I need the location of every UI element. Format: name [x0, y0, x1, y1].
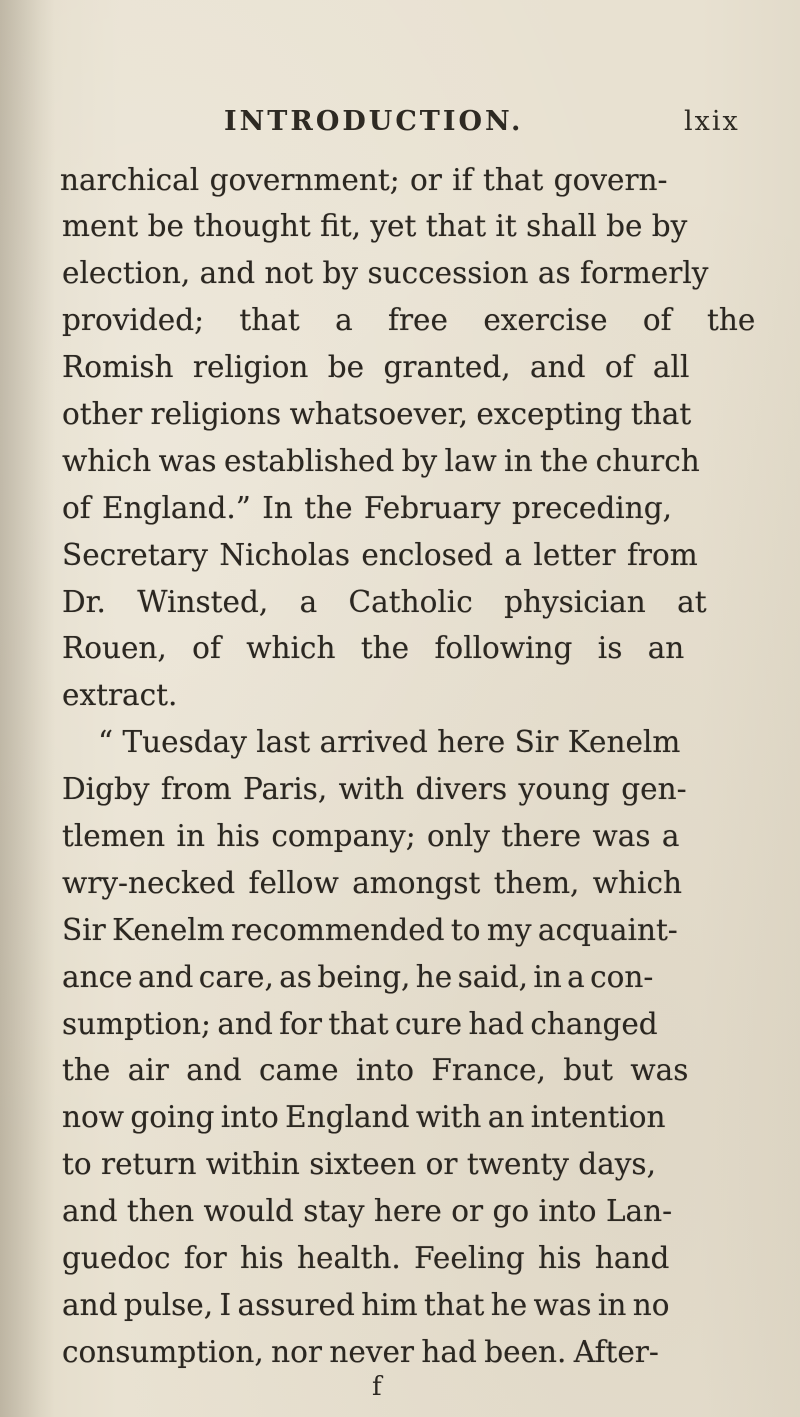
text-line: Dr. Winsted, a Catholic physician at	[62, 585, 707, 619]
text-line: Secretary Nicholas enclosed a letter from	[62, 538, 698, 572]
text-line: narchical government; or if that govern-	[60, 163, 668, 197]
text-line: sumption; and for that cure had changed	[62, 1007, 658, 1041]
text-line: guedoc for his health. Feeling his hand	[62, 1241, 670, 1275]
text-line: extract.	[62, 678, 178, 712]
text-line: the air and came into France, but was	[62, 1053, 689, 1087]
text-line: Romish religion be granted, and of all	[62, 350, 690, 384]
text-line: and pulse, I assured him that he was in no	[62, 1288, 670, 1322]
text-line: Sir Kenelm recommended to my acquaint-	[62, 913, 678, 947]
text-line: wry-necked fellow amongst them, which	[62, 866, 683, 900]
page-number: lxix	[684, 106, 740, 137]
text-line: “ Tuesday last arrived here Sir Kenelm	[98, 725, 681, 759]
running-head-title: INTRODUCTION.	[224, 106, 524, 137]
text-line: tlemen in his company; only there was a	[62, 819, 680, 853]
signature-mark: f	[372, 1372, 382, 1402]
text-line: other religions whatsoever, excepting that	[62, 397, 692, 431]
text-line: of England.” In the February preceding,	[62, 491, 672, 525]
text-line: Digby from Paris, with divers young gen-	[62, 772, 687, 806]
text-line: which was established by law in the church	[62, 444, 700, 478]
text-line: now going into England with an intention	[62, 1100, 666, 1134]
text-line: consumption, nor never had been. After-	[62, 1335, 659, 1369]
text-line: provided; that a free exercise of the	[62, 303, 756, 337]
text-line: and then would stay here or go into Lan-	[62, 1194, 673, 1228]
text-line: election, and not by succession as formerly	[62, 256, 709, 290]
text-line: ance and care, as being, he said, in a con-	[62, 960, 654, 994]
text-line: Rouen, of which the following is an	[62, 631, 685, 665]
text-line: ment be thought fit, yet that it shall be by	[62, 209, 688, 243]
text-line: to return within sixteen or twenty days,	[62, 1147, 656, 1181]
